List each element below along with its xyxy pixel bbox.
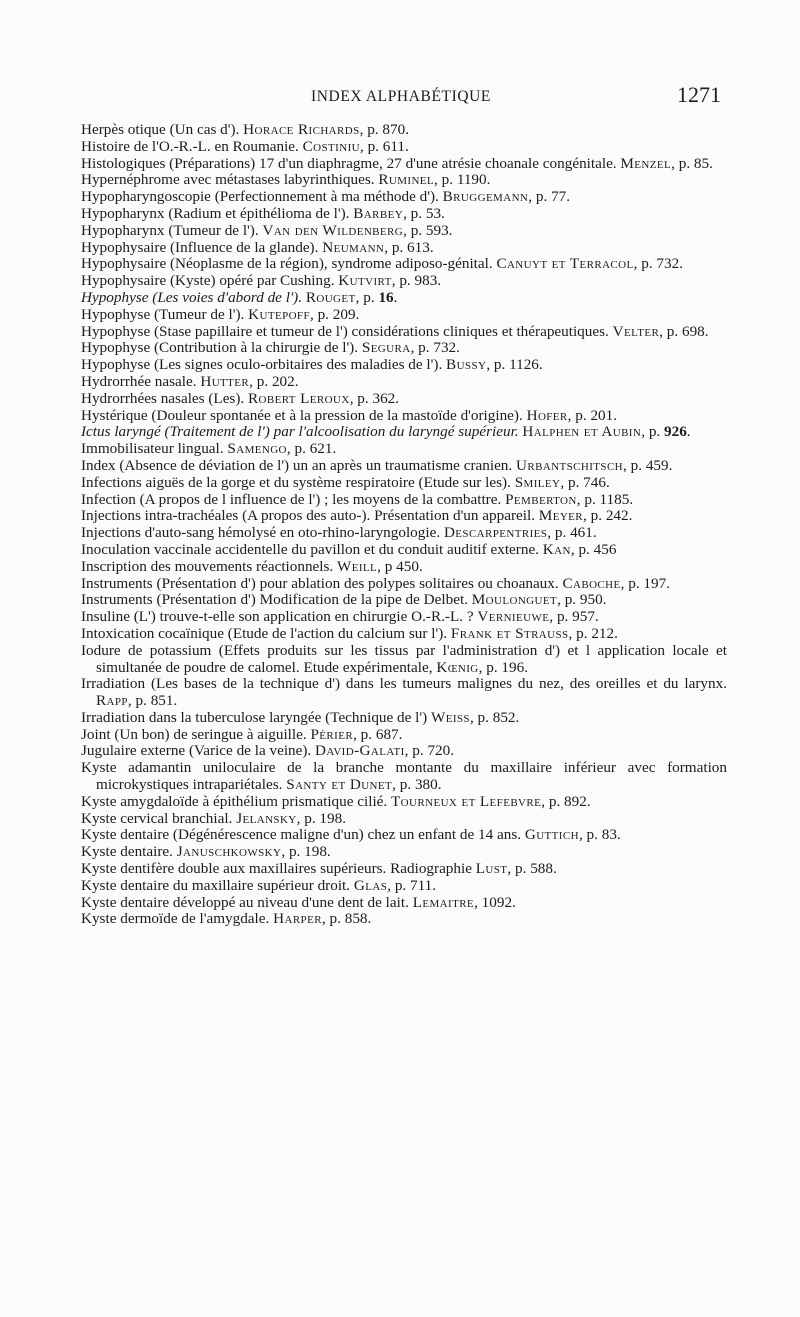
index-entry — [81, 290, 727, 307]
entry-page-ref: , p. 83. — [578, 826, 621, 844]
entry-page-ref: , p. 362. — [349, 389, 400, 407]
entry-subject-italic: Hypophyse (Les voies d'abord de l'). — [81, 288, 306, 306]
entry-page-ref-end: . — [686, 423, 691, 441]
entry-author: Santy et Dunet — [286, 776, 393, 794]
index-entry — [81, 256, 727, 273]
index-entry — [81, 492, 727, 509]
index-entry — [81, 895, 727, 912]
entry-page-ref: , p. 957. — [549, 608, 599, 626]
entry-author: Descarpentries — [443, 524, 548, 542]
index-entry — [81, 727, 727, 744]
entry-subject: Irradiation (Les bases de la technique d') dans les tumeurs malignes du nez, des oreilles et du larynx. — [81, 675, 727, 693]
entry-author: Costiniu — [302, 137, 360, 155]
entry-page-number-bold: 926 — [664, 423, 687, 441]
entry-page-ref: , p. 85. — [671, 154, 713, 172]
entry-author: Ruminel — [378, 171, 435, 189]
entry-page-ref: , p. 852. — [469, 708, 520, 726]
entry-page-ref: , p. 851. — [127, 692, 178, 710]
entry-page-ref: , p. 77. — [528, 188, 571, 206]
entry-author: Moulonguet — [471, 591, 558, 609]
index-entry — [81, 811, 727, 828]
entry-page-ref: , p. 593. — [403, 221, 453, 239]
entry-page-ref: , p. 720. — [404, 742, 455, 760]
index-entry — [81, 542, 727, 559]
entry-subject: Hypopharynx (Radium et épithélioma de l'). — [81, 204, 354, 222]
entry-author: Pemberton — [505, 490, 577, 508]
entry-page-ref: , p. 459. — [623, 456, 673, 474]
index-entry — [81, 911, 727, 928]
index-entry — [81, 861, 727, 878]
index-entry — [81, 374, 727, 391]
index-entry — [81, 189, 727, 206]
entry-author: Van den Wildenberg — [262, 221, 404, 239]
index-entry — [81, 273, 727, 290]
entry-page-ref: , p. — [355, 288, 379, 306]
entry-page-ref: , p. 202. — [249, 372, 299, 390]
entry-author: Canuyt et Terracol — [496, 255, 634, 273]
entry-page-ref: , p. 197. — [620, 574, 670, 592]
entry-page-ref: , p. 870. — [359, 121, 409, 138]
entry-page-ref: , p. 588. — [507, 860, 557, 878]
entry-author: Hutter — [200, 372, 250, 390]
page-header — [0, 82, 800, 112]
index-entry — [81, 240, 727, 257]
entry-page-ref: , p. 53. — [403, 204, 445, 222]
index-entry — [81, 172, 727, 189]
index-entry — [81, 139, 727, 156]
entry-page-ref: , p. 613. — [384, 238, 434, 256]
entry-subject: Infection (A propos de l influence de l') ; les moyens de la combattre. — [81, 490, 506, 508]
entry-subject: Hypophyse (Contribution à la chirurgie de l'). — [81, 339, 362, 357]
entry-page-ref: , p. 461. — [547, 524, 597, 542]
entry-author: Harper — [273, 910, 322, 928]
entry-author: Rouget — [305, 288, 356, 306]
entry-page-ref: , p 450. — [377, 557, 423, 575]
index-entry — [81, 576, 727, 593]
entry-author: Segura — [361, 339, 411, 357]
entry-page-ref: , p. 950. — [557, 591, 607, 609]
entry-subject: Hypophysaire (Influence de la glande). — [81, 238, 323, 256]
running-title: INDEX ALPHABÉTIQUE — [311, 88, 491, 105]
entry-page-ref: , p. 746. — [560, 473, 610, 491]
entry-subject: Injections d'auto-sang hémolysé en oto-rhino-laryngologie. — [81, 524, 444, 542]
index-entry — [81, 307, 727, 324]
entry-page-ref: , p. 212. — [568, 624, 618, 642]
entry-author: David-Galati — [315, 742, 405, 760]
entry-author: Neumann — [322, 238, 385, 256]
entry-author: Halphen et Aubin — [522, 423, 642, 441]
index-entry — [81, 424, 727, 441]
entry-author: Kutvirt — [338, 272, 392, 290]
index-entry — [81, 743, 727, 760]
entry-subject: Hypophyse (Les signes oculo-orbitaires des maladies de l'). — [81, 356, 447, 374]
entry-author: Bussy — [446, 356, 487, 374]
entry-page-ref: , p. 732. — [410, 339, 460, 357]
entry-page-ref: , p. 242. — [583, 507, 633, 525]
entry-author: Vernieuwe — [477, 608, 550, 626]
index-entry — [81, 609, 727, 626]
entry-author: Kœnig — [436, 658, 479, 676]
entry-author: Kutepoff — [248, 305, 310, 323]
entry-page-ref: , p. 201. — [567, 406, 618, 424]
entry-page-ref: , p. 1190. — [434, 171, 491, 189]
index-entry — [81, 676, 727, 710]
entry-page-ref: , p. 732. — [633, 255, 683, 273]
index-entry — [81, 626, 727, 643]
index-entry — [81, 559, 727, 576]
entry-author: Lust — [475, 860, 508, 878]
entry-author: Velter — [612, 322, 660, 340]
index-entry — [81, 391, 727, 408]
index-entry — [81, 357, 727, 374]
entry-page-ref: , p. 209. — [309, 305, 360, 323]
entry-author: Menzel — [620, 154, 672, 172]
entry-author: Glas — [353, 876, 388, 894]
index-entry — [81, 794, 727, 811]
entry-author: Lemaitre — [412, 893, 475, 911]
entry-author: Tourneux et Lefebvre — [391, 792, 542, 810]
entry-subject: Joint (Un bon) de seringue à aiguille. — [81, 725, 311, 743]
entry-subject: Intoxication cocaïnique (Etude de l'action du calcium sur l'). — [81, 624, 451, 642]
entry-subject: Kyste dentaire du maxillaire supérieur droit. — [81, 876, 354, 894]
entry-subject: Hypophyse (Tumeur de l'). — [81, 305, 249, 323]
entry-subject: Kyste dentaire développé au niveau d'une dent de lait. — [81, 893, 413, 911]
entry-subject: Instruments (Présentation d') pour ablation des polypes solitaires ou choanaux. — [81, 574, 563, 592]
entry-subject: Inscription des mouvements réactionnels. — [81, 557, 338, 575]
entry-author: Horace Richards — [243, 121, 360, 138]
entry-subject: Insuline (L') trouve-t-elle son application en chirurgie O.-R.-L. ? — [81, 608, 478, 626]
entry-page-ref: , p. 198. — [296, 809, 346, 827]
entry-subject: Hypophyse (Stase papillaire et tumeur de l') considérations cliniques et thérapeutiques. — [81, 322, 613, 340]
index-entry — [81, 878, 727, 895]
entry-page-ref: , p. 196. — [478, 658, 528, 676]
entry-author: Kan — [542, 540, 571, 558]
entry-author: Bruggemann — [442, 188, 529, 206]
entry-page-ref: , p. 687. — [353, 725, 403, 743]
entry-page-ref: , p. 621. — [286, 440, 337, 458]
entry-page-ref: , p. 380. — [392, 776, 442, 794]
index-entry — [81, 760, 727, 794]
entry-author: Weiss — [431, 708, 470, 726]
index-entry — [81, 475, 727, 492]
entry-subject: Inoculation vaccinale accidentelle du pavillon et du conduit auditif externe. — [81, 540, 543, 558]
entry-author: Frank et Strauss — [450, 624, 569, 642]
index-entry — [81, 710, 727, 727]
entry-subject: Kyste dentaire. — [81, 843, 177, 861]
index-entry — [81, 408, 727, 425]
entry-page-ref-end: . — [393, 288, 398, 306]
entry-author: Januschkowsky — [176, 843, 282, 861]
entry-subject: Hypopharyngoscopie (Perfectionnement à ma méthode d'). — [81, 188, 443, 206]
entry-page-number-bold: 16 — [378, 288, 394, 306]
entry-subject: Kyste dentifère double aux maxillaires supérieurs. Radiographie — [81, 860, 476, 878]
entry-subject: Kyste cervical branchial. — [81, 809, 237, 827]
entry-author: Smiley — [514, 473, 561, 491]
entry-author: Guttich — [524, 826, 579, 844]
entry-author: Robert Leroux — [248, 389, 350, 407]
entry-author: Caboche — [562, 574, 621, 592]
page-number: 1271 — [677, 82, 721, 107]
entry-subject: Hypopharynx (Tumeur de l'). — [81, 221, 263, 239]
entry-author: Samengo — [227, 440, 287, 458]
entry-subject: Irradiation dans la tuberculose laryngée (Technique de l') — [81, 708, 431, 726]
entry-subject: Jugulaire externe (Varice de la veine). — [81, 742, 316, 760]
index-entry — [81, 592, 727, 609]
entry-page-ref: , p. 892. — [541, 792, 591, 810]
entry-subject: Hydrorrhée nasale. — [81, 372, 201, 390]
entry-subject: Index (Absence de déviation de l') un an après un traumatisme cranien. — [81, 456, 516, 474]
entry-subject: Kyste adamantin uniloculaire de la branche montante du maxillaire inférieur avec formation microkystiques intrapariétales. — [81, 759, 727, 794]
entry-subject: Iodure de potassium (Effets produits sur les tissus par l'administration d') et l application locale et simultanée de poudre de calomel. Etude expérimentale, — [81, 641, 727, 676]
index-entry — [81, 844, 727, 861]
entry-page-ref: , p. 198. — [281, 843, 331, 861]
index-entry — [81, 156, 727, 173]
index-entry — [81, 441, 727, 458]
entry-subject: Histologiques (Préparations) 17 d'un diaphragme, 27 d'une atrésie choanale congénitale. — [81, 154, 621, 172]
entry-subject: Injections intra-trachéales (A propos des auto-). Présentation d'un appareil. — [81, 507, 539, 525]
entry-author: Périer — [310, 725, 354, 743]
entry-subject: Hydrorrhées nasales (Les). — [81, 389, 248, 407]
entry-page-ref: , p. 1185. — [576, 490, 634, 508]
entry-subject: Infections aiguës de la gorge et du système respiratoire (Etude sur les). — [81, 473, 515, 491]
index-entry — [81, 643, 727, 677]
entry-subject: Instruments (Présentation d') Modification de la pipe de Delbet. — [81, 591, 472, 609]
entry-author: Weill — [337, 557, 378, 575]
entry-page-ref: , p. 711. — [387, 876, 437, 894]
index-entries-list — [81, 122, 727, 928]
entry-subject: Immobilisateur lingual. — [81, 440, 228, 458]
entry-author: Urbantschitsch — [516, 456, 624, 474]
entry-subject: Hypernéphrome avec métastases labyrinthiques. — [81, 171, 379, 189]
index-entry — [81, 458, 727, 475]
entry-page-ref: , p. 1126. — [486, 356, 543, 374]
entry-author: Meyer — [538, 507, 584, 525]
index-entry — [81, 340, 727, 357]
entry-page-ref: , 1092. — [474, 893, 516, 911]
entry-subject: Kyste amygdaloïde à épithélium prismatique cilié. — [81, 792, 391, 810]
index-entry — [81, 122, 727, 139]
index-entry — [81, 206, 727, 223]
index-entry — [81, 827, 727, 844]
entry-subject: Hystérique (Douleur spontanée et à la pression de la mastoïde d'origine). — [81, 406, 527, 424]
entry-subject: Histoire de l'O.-R.-L. en Roumanie. — [81, 137, 303, 155]
entry-subject-italic: Ictus laryngé (Traitement de l') par l'alcoolisation du laryngé supérieur. — [81, 423, 523, 441]
index-entry — [81, 223, 727, 240]
entry-page-ref: , p. 698. — [659, 322, 709, 340]
entry-subject: Kyste dermoïde de l'amygdale. — [81, 910, 274, 928]
entry-page-ref: , p. 611. — [359, 137, 409, 155]
index-entry — [81, 324, 727, 341]
entry-subject: Hypophysaire (Kyste) opéré par Cushing. — [81, 272, 339, 290]
entry-author: Hofer — [526, 406, 568, 424]
index-entry — [81, 525, 727, 542]
entry-subject: Hypophysaire (Néoplasme de la région), syndrome adiposo-génital. — [81, 255, 497, 273]
entry-subject: Herpès otique (Un cas d'). — [81, 121, 244, 138]
entry-subject: Kyste dentaire (Dégénérescence maligne d'un) chez un enfant de 14 ans. — [81, 826, 525, 844]
entry-page-ref: , p. 858. — [321, 910, 372, 928]
entry-page-ref: , p. — [641, 423, 664, 441]
entry-author: Barbey — [353, 204, 404, 222]
entry-author: Rapp — [96, 692, 128, 710]
index-entry — [81, 508, 727, 525]
entry-page-ref: , p. 983. — [391, 272, 442, 290]
entry-author: Jelansky — [236, 809, 297, 827]
entry-page-ref: , p. 456 — [570, 540, 617, 558]
